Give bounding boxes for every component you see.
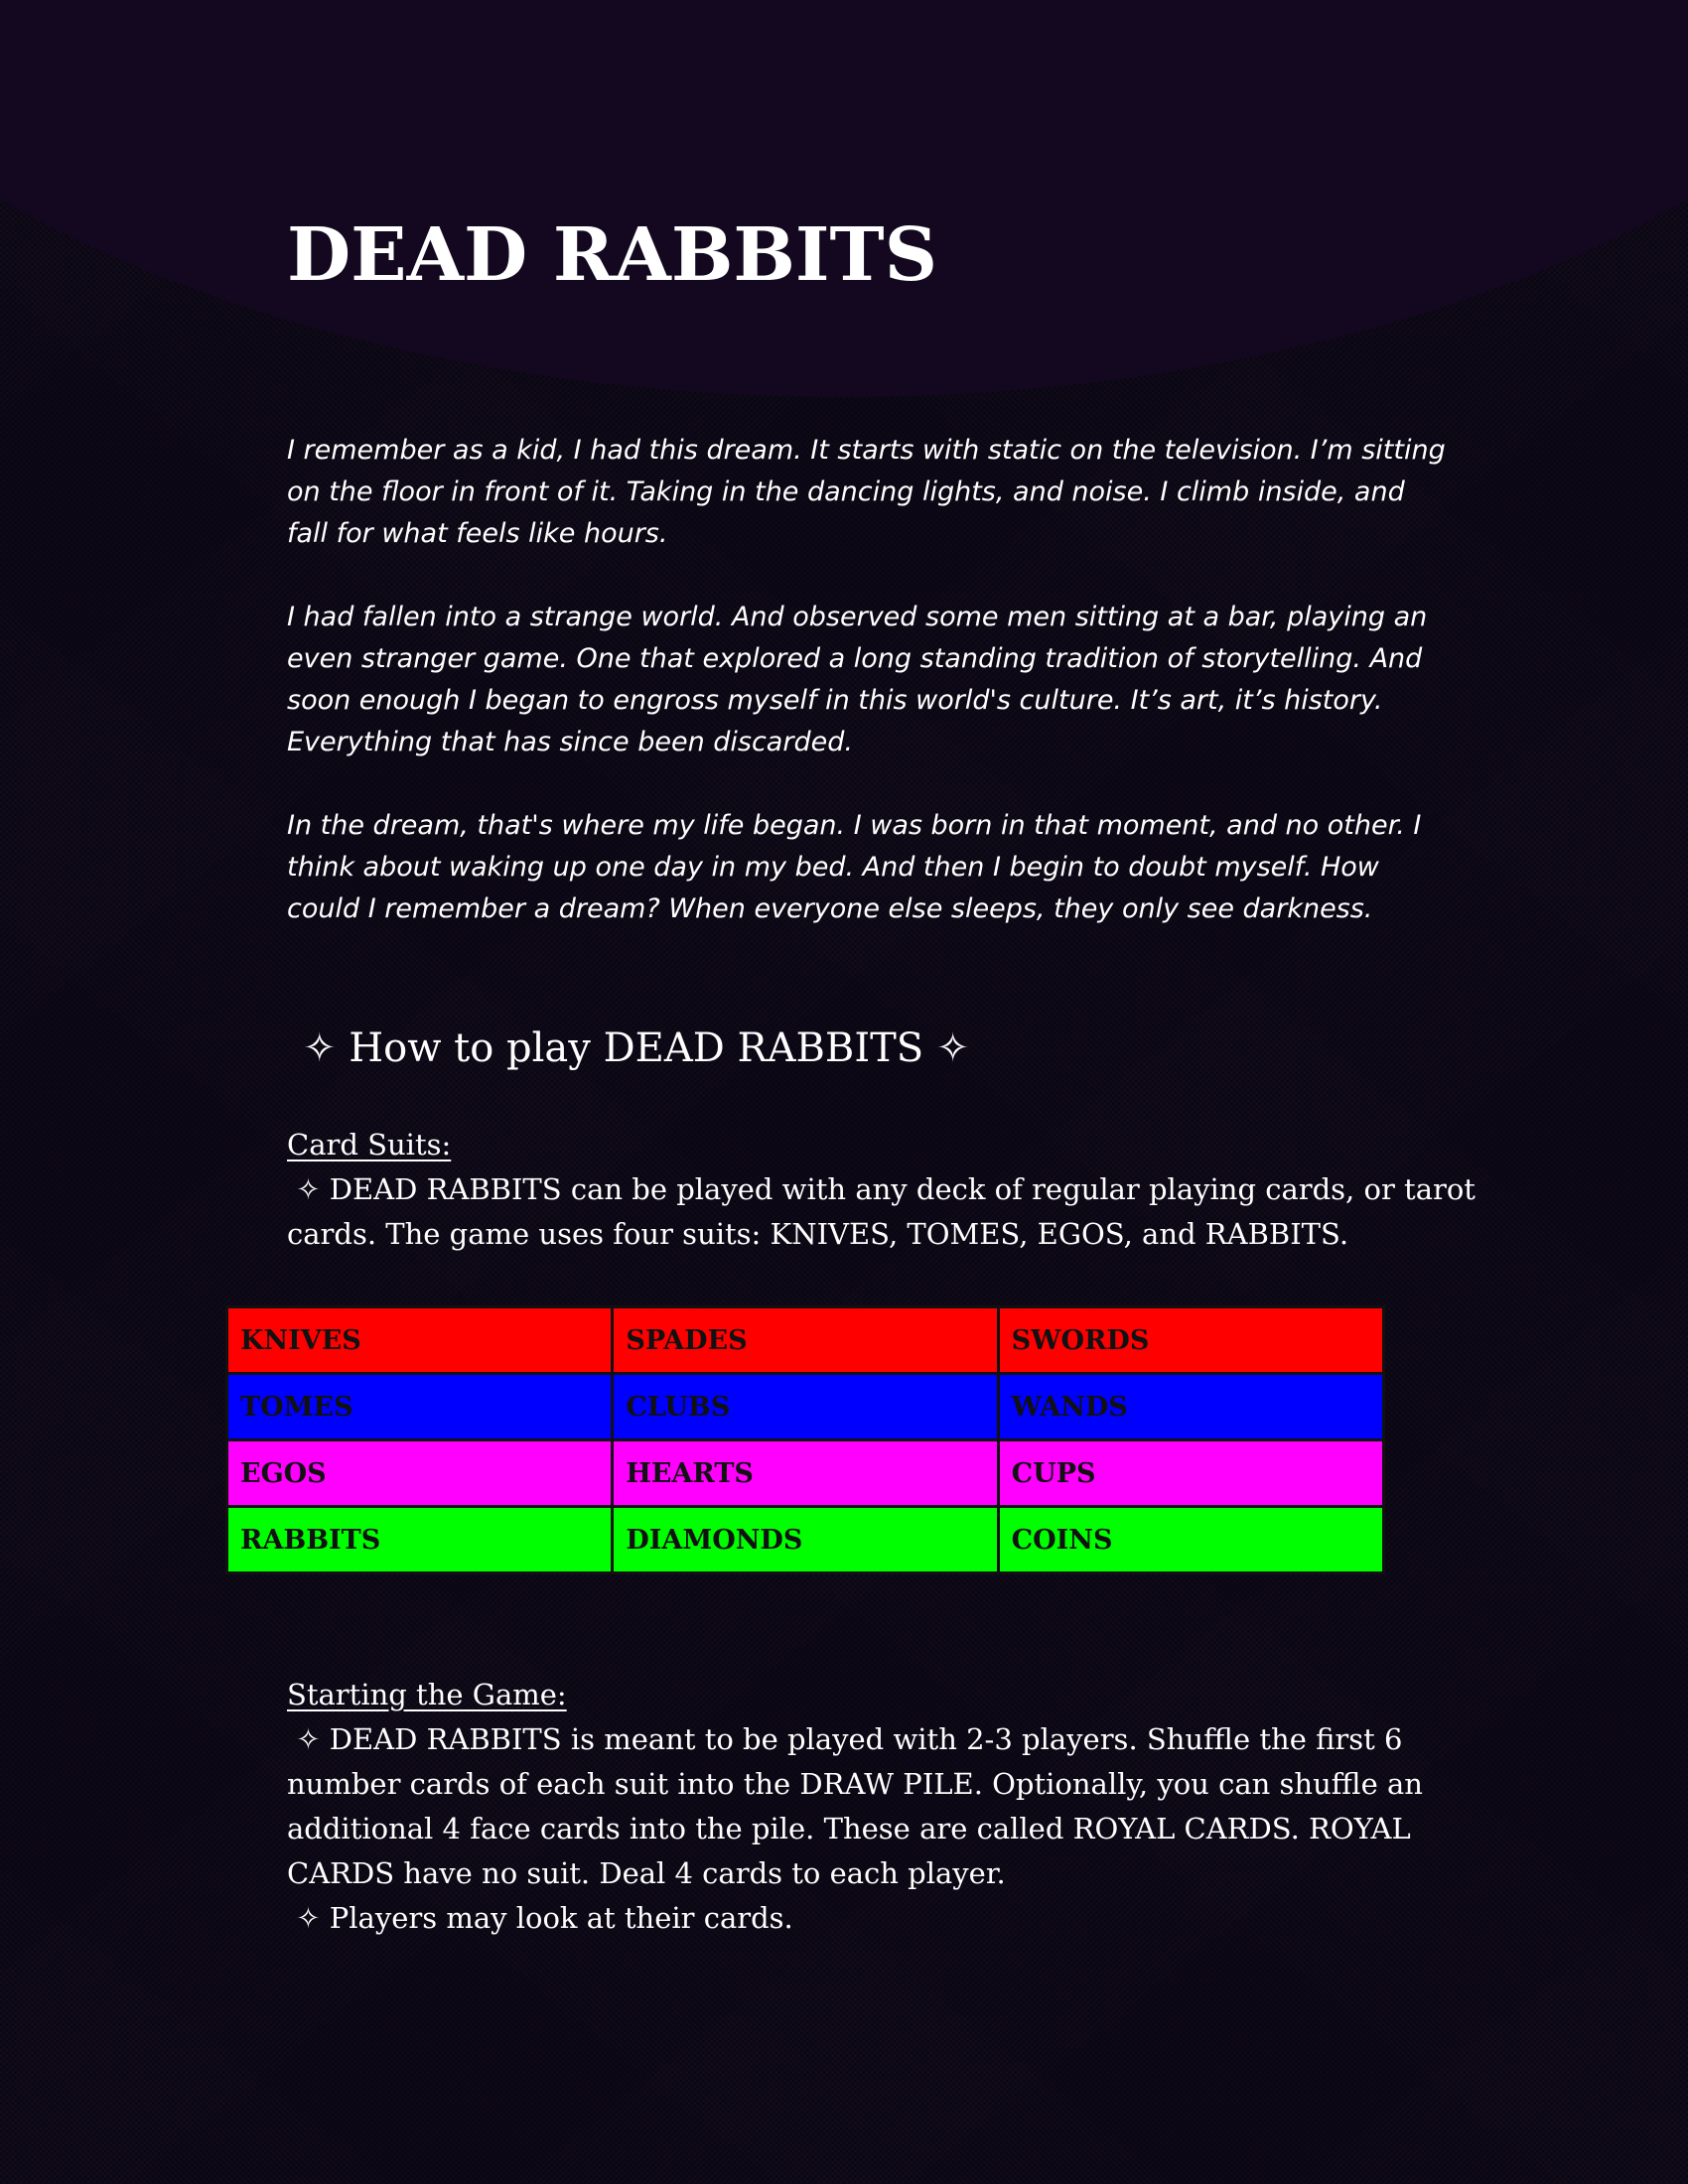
table-cell: WANDS xyxy=(998,1374,1383,1440)
table-cell: CLUBS xyxy=(613,1374,998,1440)
text-line: number cards of each suit into the DRAW PILE. Optionally, you can shuffle an xyxy=(287,1767,1423,1801)
intro-paragraph xyxy=(287,430,1446,555)
table-row xyxy=(227,1440,1384,1507)
text-line: ✧ DEAD RABBITS can be played with any deck of regular playing cards, or tarot xyxy=(287,1172,1476,1206)
intro-paragraph xyxy=(287,597,1429,763)
intro-line: In the dream, that's where my life began. I was born in that moment, and no other. I xyxy=(287,810,1422,841)
table-cell: HEARTS xyxy=(613,1440,998,1507)
table-row xyxy=(227,1307,1384,1374)
intro-line: soon enough I began to engross myself in this world's culture. It’s art, it’s history. xyxy=(287,685,1383,716)
intro-line: I remember as a kid, I had this dream. It starts with static on the television. I’m sitting xyxy=(287,435,1446,466)
intro-line: even stranger game. One that explored a long standing tradition of storytelling. And xyxy=(287,643,1423,674)
intro-line: Everything that has since been discarded. xyxy=(287,727,853,757)
table-row xyxy=(227,1374,1384,1440)
intro-line: I had fallen into a strange world. And observed some men sitting at a bar, playing an xyxy=(287,602,1428,632)
table-cell: DIAMONDS xyxy=(613,1507,998,1573)
table-cell: CUPS xyxy=(998,1440,1383,1507)
intro-line: on the floor in front of it. Taking in the dancing lights, and noise. I climb inside, and xyxy=(287,477,1405,507)
intro-paragraph xyxy=(287,805,1429,930)
intro-story xyxy=(287,430,1446,972)
suit-table xyxy=(225,1305,1385,1574)
intro-line: fall for what feels like hours. xyxy=(287,518,668,549)
table-cell: EGOS xyxy=(227,1440,613,1507)
text-line: cards. The game uses four suits: KNIVES, TOMES, EGOS, and RABBITS. xyxy=(287,1217,1349,1251)
starting-game-text xyxy=(287,1717,1459,1941)
intro-line: think about waking up one day in my bed. And then I begin to doubt myself. How xyxy=(287,852,1379,883)
table-row xyxy=(227,1507,1384,1573)
table-cell: RABBITS xyxy=(227,1507,613,1573)
table-cell: COINS xyxy=(998,1507,1383,1573)
table-cell: SPADES xyxy=(613,1307,998,1374)
text-line: additional 4 face cards into the pile. These are called ROYAL CARDS. ROYAL xyxy=(287,1812,1411,1845)
text-line: ✧ DEAD RABBITS is meant to be played with 2-3 players. Shuffle the first 6 xyxy=(287,1722,1403,1756)
text-line: CARDS have no suit. Deal 4 cards to each player. xyxy=(287,1856,1006,1890)
page-title: DEAD RABBITS xyxy=(287,212,938,298)
starting-game-label: Starting the Game: xyxy=(287,1678,567,1711)
text-line: ✧ Players may look at their cards. xyxy=(287,1901,793,1935)
table-cell: TOMES xyxy=(227,1374,613,1440)
card-suits-text xyxy=(287,1167,1476,1257)
how-to-play-heading: ✧ How to play DEAD RABBITS ✧ xyxy=(303,1025,970,1071)
intro-line: could I remember a dream? When everyone else sleeps, they only see darkness. xyxy=(287,893,1373,924)
card-suits-label: Card Suits: xyxy=(287,1128,452,1161)
table-cell: KNIVES xyxy=(227,1307,613,1374)
table-cell: SWORDS xyxy=(998,1307,1383,1374)
